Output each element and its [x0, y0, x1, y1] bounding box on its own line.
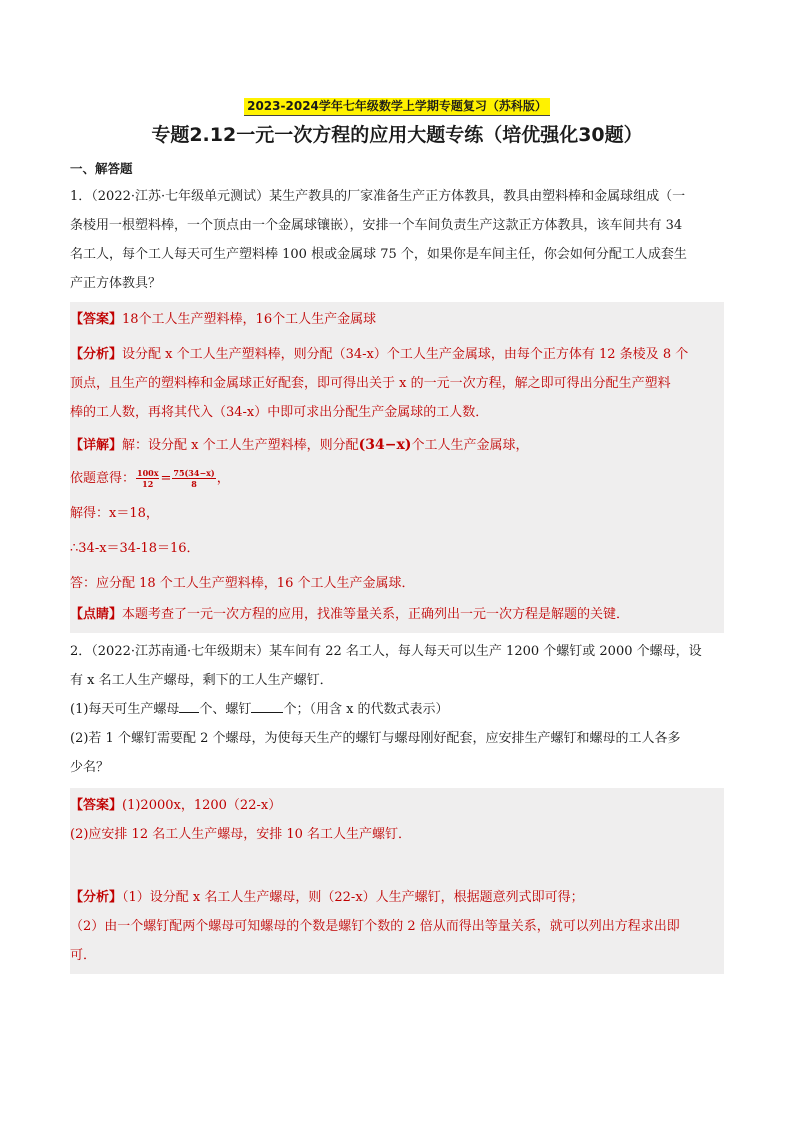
answer-text: 18个工人生产塑料棒，16个工人生产金属球 — [122, 312, 377, 327]
question-2 — [70, 637, 724, 782]
question-1-line: 1．（2022·江苏·七年级单元测试）某生产教具的厂家准备生产正方体教具，教具由塑料棒和金属球组成（一 — [70, 189, 686, 204]
equation-label: 依题意得： — [70, 471, 136, 486]
header — [0, 95, 794, 116]
analysis-text: 顶点，且生产的塑料棒和金属球正好配套，即可得出关于 x 的一元一次方程，解之即可得出分配生产塑料 — [70, 376, 671, 391]
sub-question-2: 少名？ — [70, 760, 110, 775]
answer-line — [70, 305, 724, 334]
point-line — [70, 600, 724, 629]
fraction-numerator: 100x — [137, 468, 159, 478]
detail-tag: 【详解】 — [70, 438, 123, 453]
sub-question-text: 个、螺钉 — [199, 702, 252, 717]
analysis-text: 设分配 x 个工人生产塑料棒，则分配（34-x）个工人生产金属球，由每个正方体有 12 条棱及 8 个 — [122, 347, 689, 362]
sub-question-1 — [70, 695, 724, 724]
equation-punct: ， — [216, 471, 230, 486]
question-1-line: 条棱用一根塑料棒，一个顶点由一个金属球镶嵌），安排一个车间负责生产这款正方体教具，该车间共有 34 — [70, 218, 683, 233]
sub-question-text: 个；（用含 x 的代数式表示） — [283, 702, 449, 717]
content — [70, 158, 724, 974]
fraction — [136, 468, 159, 489]
point-tag: 【点睛】 — [70, 607, 123, 622]
question-1-line: 名工人，每个工人每天可生产塑料棒 100 根或金属球 75 个，如果你是车间主任，你会如何分配工人成套生 — [70, 247, 687, 262]
detail-text: 个工人生产金属球， — [411, 438, 529, 453]
answer-tag: 【答案】 — [70, 798, 123, 813]
fraction — [172, 468, 215, 489]
question-2-line: 2．（2022·江苏南通·七年级期末）某车间有 22 名工人，每人每天可以生产 1200 个螺钉或 2000 个螺母，设 — [70, 644, 702, 659]
analysis-line — [70, 340, 724, 369]
fraction-denominator: 12 — [142, 479, 154, 489]
sub-question-text: (1)每天可生产螺母 — [70, 702, 180, 717]
reply-line: 答：应分配 18 个工人生产塑料棒，16 个工人生产金属球． — [70, 576, 415, 591]
analysis-tag: 【分析】 — [70, 347, 123, 362]
fraction-denominator: 8 — [191, 479, 197, 489]
detail-text: 解：设分配 x 个工人生产塑料棒，则分配 — [122, 438, 359, 453]
question-1-line: 产正方体教具？ — [70, 276, 162, 291]
solve-line: 解得：x＝18， — [70, 506, 159, 521]
analysis-text: 可． — [70, 948, 97, 963]
therefore-line: ∴34-x＝34-18＝16． — [70, 541, 200, 556]
analysis-text: 棒的工人数，再将其代入（34-x）中即可求出分配生产金属球的工人数． — [70, 405, 489, 420]
point-text: 本题考查了一元一次方程的应用，找准等量关系，正确列出一元一次方程是解题的关键． — [122, 607, 630, 622]
answer-line — [70, 791, 724, 820]
equation-line — [70, 464, 724, 493]
answer-blank — [179, 698, 199, 713]
question-2-line: 有 x 名工人生产螺母，剩下的工人生产螺钉． — [70, 673, 333, 688]
fraction-numerator: 75(34−x) — [173, 468, 215, 478]
detail-expression: (34−x) — [358, 437, 412, 453]
question-1-solution — [70, 302, 724, 633]
analysis-text: （1）设分配 x 名工人生产螺母，则（22-x）人生产螺钉，根据题意列式即可得； — [122, 890, 584, 905]
analysis-line — [70, 883, 724, 912]
section-title: 一、解答题 — [70, 161, 133, 176]
analysis-text: （2）由一个螺钉配两个螺母可知螺母的个数是螺钉个数的 2 倍从而得出等量关系，就可以列出方程求出即 — [70, 919, 680, 934]
detail-line — [70, 431, 724, 460]
sub-question-2: (2)若 1 个螺钉需要配 2 个螺母，为使每天生产的螺钉与螺母刚好配套，应安排生产螺钉和螺母的工人各多 — [70, 731, 681, 746]
analysis-tag: 【分析】 — [70, 890, 123, 905]
series-tag: 2023-2024学年七年级数学上学期专题复习（苏科版） — [244, 98, 550, 116]
answer-text: (2)应安排 12 名工人生产螺母，安排 10 名工人生产螺钉． — [70, 827, 412, 842]
answer-tag: 【答案】 — [70, 312, 123, 327]
equals-sign: = — [160, 471, 172, 486]
question-2-solution — [70, 788, 724, 974]
page-title: 专题2.12一元一次方程的应用大题专练（培优强化30题） — [151, 124, 643, 146]
answer-text: (1)2000x，1200（22-x） — [122, 798, 282, 813]
answer-blank — [251, 698, 283, 713]
question-1 — [70, 182, 724, 298]
